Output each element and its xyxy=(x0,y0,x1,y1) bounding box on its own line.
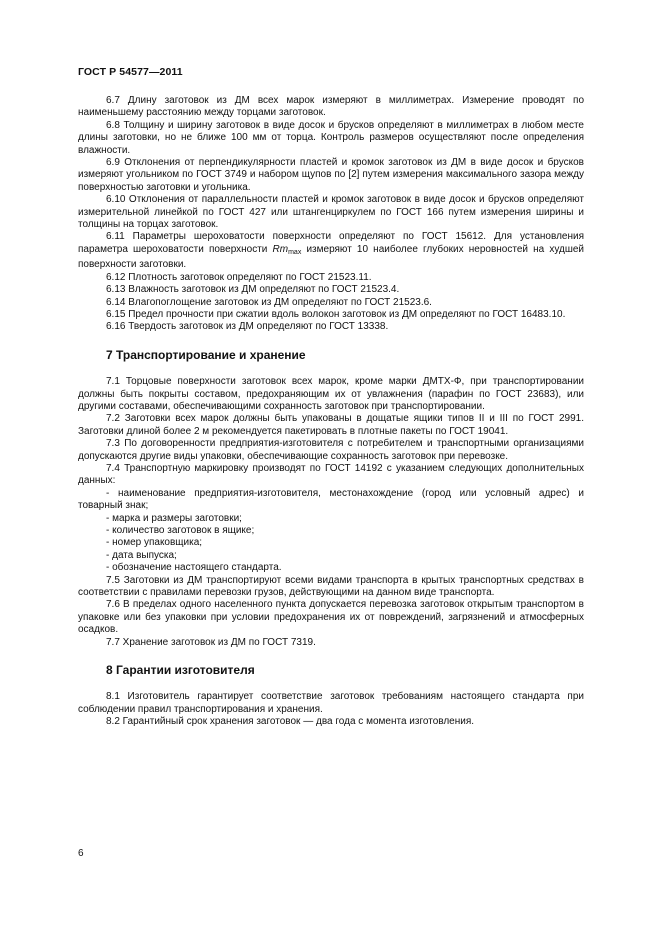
paragraph-8-1: 8.1 Изготовитель гарантирует соответствие заготовок требованиям настоящего стандарта при соблюдении правил транспортирования и хранения. xyxy=(78,691,584,715)
paragraph-6-13: 6.13 Влажность заготовок из ДМ определяют по ГОСТ 21523.4. xyxy=(106,284,400,296)
paragraph-6-8: 6.8 Толщину и ширину заготовок в виде досок и брусков определяют в миллиметрах в любом месте длины заготовки, но не ближе 100 мм от торца. Контроль размеров осуществляют после определения влажности. xyxy=(78,119,584,156)
paragraph-6-11 xyxy=(78,231,584,271)
paragraph-7-2: 7.2 Заготовки всех марок должны быть упакованы в дощатые ящики типов II и III по ГОСТ 2991. Заготовки длиной более 2 м рекомендуется пакетировать в плотные пакеты по ГОСТ 19041. xyxy=(78,413,584,437)
paragraph-7-5: 7.5 Заготовки из ДМ транспортируют всеми видами транспорта в крытых транспортных средствах в соответствии с правилами перевозки грузов, действующими на данном виде транспорта. xyxy=(78,574,584,599)
section-8-title: 8 Гарантии изготовителя xyxy=(106,663,255,678)
list-item: - наименование предприятия-изготовителя, местонахождение (город или условный адрес) и товарный знак; xyxy=(78,487,584,512)
paragraph-7-6: 7.6 В пределах одного населенного пункта допускается перевозка заготовок открытым транспортом в упаковке или без упаковки при условии предохранения их от повреждений, загрязнений и атмосферных осадков. xyxy=(78,599,584,636)
paragraph-6-14: 6.14 Влагопоглощение заготовок из ДМ определяют по ГОСТ 21523.6. xyxy=(106,296,432,308)
paragraph-8-2: 8.2 Гарантийный срок хранения заготовок — два года с момента изготовления. xyxy=(106,716,475,728)
document-body xyxy=(78,95,584,729)
paragraph-6-7: 6.7 Длину заготовок из ДМ всех марок измеряют в миллиметрах. Измерение проводят по наименьшему расстоянию между торцами заготовок. xyxy=(78,95,584,119)
paragraph-7-7: 7.7 Хранение заготовок из ДМ по ГОСТ 7319. xyxy=(106,636,316,648)
roughness-symbol: Rm xyxy=(272,243,289,255)
list-item: - обозначение настоящего стандарта. xyxy=(106,562,282,574)
paragraph-6-15: 6.15 Предел прочности при сжатии вдоль волокон заготовок из ДМ определяют по ГОСТ 16483.10. xyxy=(106,308,566,320)
list-item: - номер упаковщика; xyxy=(106,537,203,549)
paragraph-7-4: 7.4 Транспортную маркировку производят по ГОСТ 14192 с указанием следующих дополнительных данных: xyxy=(78,462,584,487)
page-number: 6 xyxy=(78,848,84,859)
list-item: - дата выпуска; xyxy=(106,549,177,561)
roughness-subscript: max xyxy=(288,248,302,256)
list-item: - количество заготовок в ящике; xyxy=(106,525,255,536)
document-header: ГОСТ Р 54577—2011 xyxy=(78,66,183,78)
paragraph-6-9: 6.9 Отклонения от перпендикулярности пластей и кромок заготовок из ДМ в виде досок и брусков измеряют угольником по ГОСТ 3749 и набором щупов по [2] путем измерения максимального зазора между поверхностью заготовки и угольника. xyxy=(78,157,584,193)
paragraph-6-10: 6.10 Отклонения от параллельности пластей и кромок заготовок в виде досок и брусков определяют измерительной линейкой по ГОСТ 427 или штангенциркулем по ГОСТ 166 путем измерения ширины и толщины на торцах заготовок. xyxy=(78,194,584,231)
list-item: - марка и размеры заготовки; xyxy=(106,512,242,524)
paragraph-6-11-part-a: 6.11 Параметры шероховатости поверхности определяют по ГОСТ 15612. Для установления параметра шероховатости поверхности xyxy=(78,231,584,255)
paragraph-7-3: 7.3 По договоренности предприятия-изготовителя с потребителем и транспортными организациями допускаются другие виды упаковки, обеспечивающие сохранность заготовок при перевозке. xyxy=(78,438,584,462)
paragraph-7-1: 7.1 Торцовые поверхности заготовок всех марок, кроме марки ДМТХ-Ф, при транспортировании должны быть покрыты составом, предохраняющим их от увлажнения (парафин по ГОСТ 23683), или другими составами, обеспечивающими сохранность заготовок при транспортировании. xyxy=(78,376,584,412)
paragraph-6-16: 6.16 Твердость заготовок из ДМ определяют по ГОСТ 13338. xyxy=(106,321,389,333)
paragraph-6-12: 6.12 Плотность заготовок определяют по ГОСТ 21523.11. xyxy=(106,271,372,283)
section-7-title: 7 Транспортирование и хранение xyxy=(106,347,306,362)
paragraph-6-11-part-b: измеряют 10 наиболее глубоких неровностей на худшей поверхности заготовки. xyxy=(78,243,585,271)
